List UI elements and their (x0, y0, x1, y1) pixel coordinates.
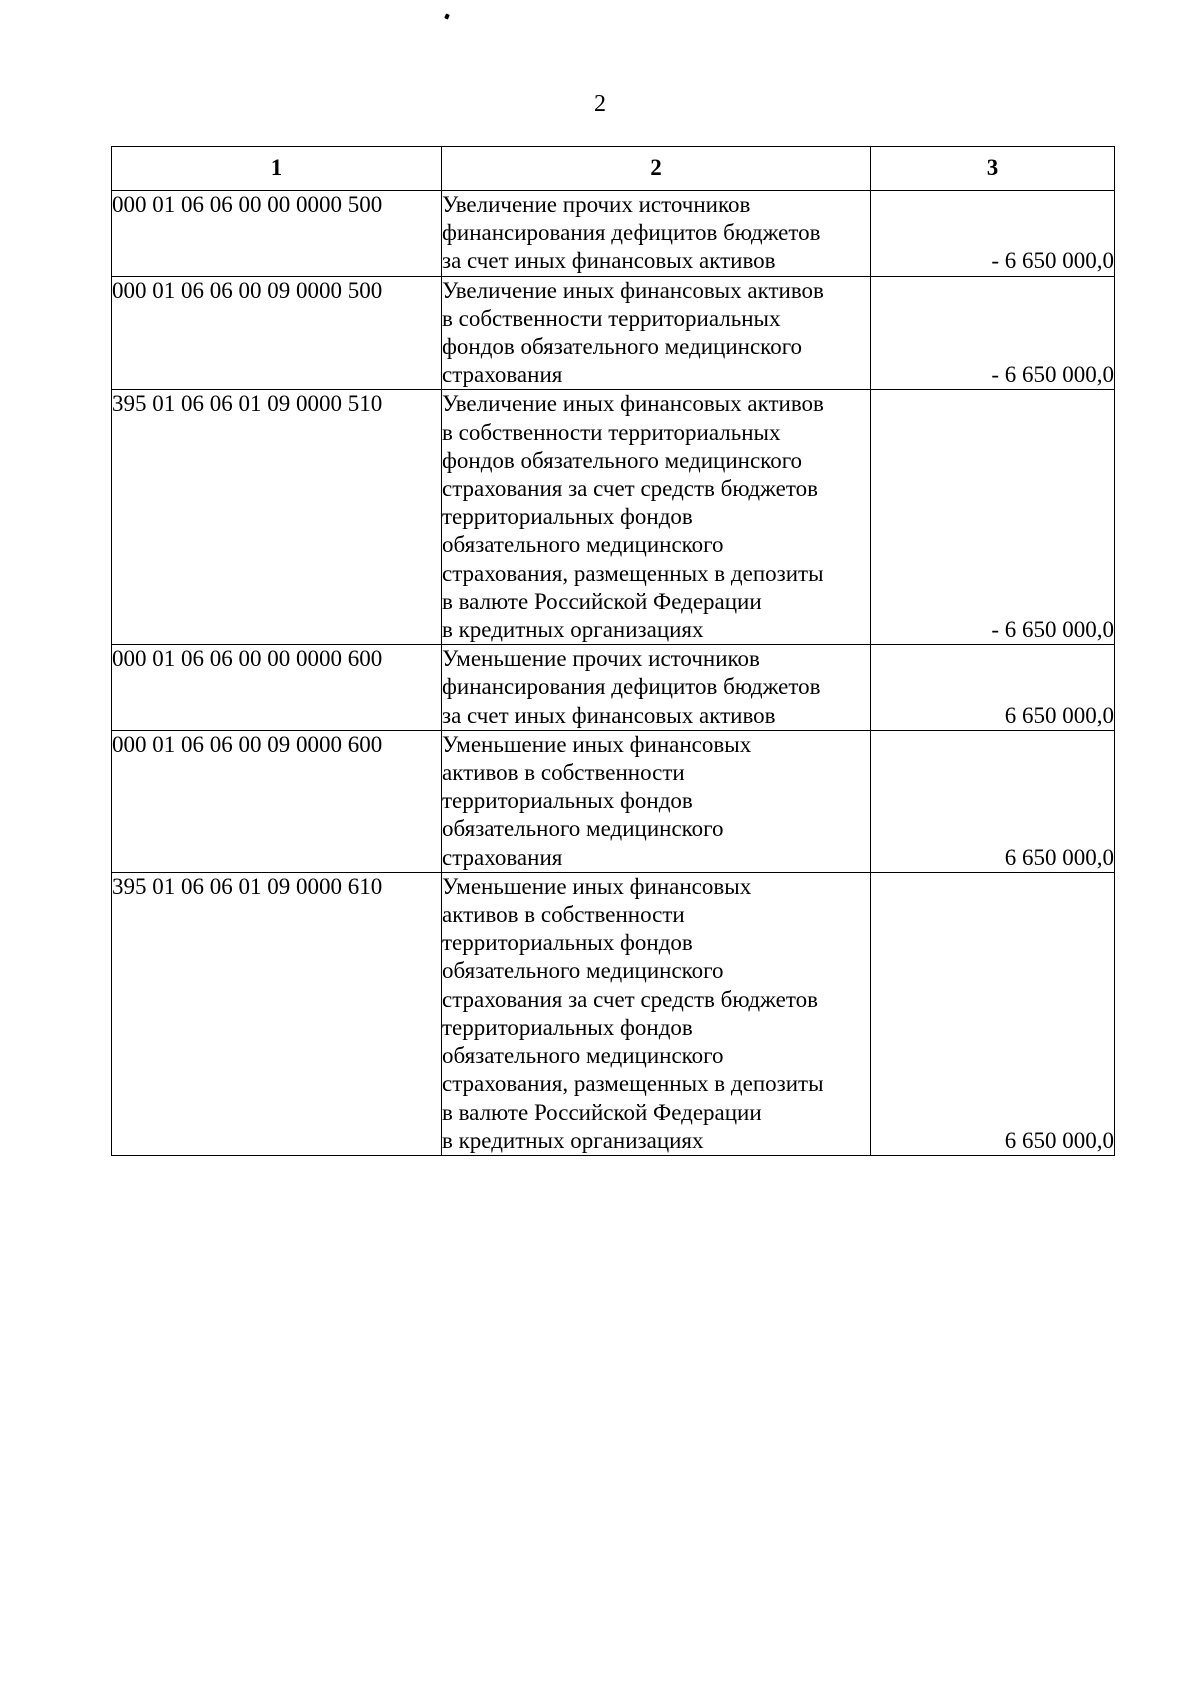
budget-code-cell: 000 01 06 06 00 00 0000 500 (112, 191, 442, 277)
description-line: фондов обязательного медицинского (442, 447, 803, 473)
description-line: Увеличение иных финансовых активов (442, 277, 824, 303)
description-line: финансирования дефицитов бюджетов (442, 220, 821, 246)
description-line: обязательного медицинского (442, 816, 724, 842)
description-line: обязательного медицинского (442, 958, 724, 984)
description-line: в валюте Российской Федерации (442, 1099, 762, 1125)
description-cell (442, 872, 871, 1155)
description-line: обязательного медицинского (442, 1043, 724, 1069)
description-line: в собственности территориальных (442, 419, 781, 445)
description-line: территориальных фондов (442, 930, 693, 956)
description-cell (442, 645, 871, 731)
description-line: за счет иных финансовых активов (442, 248, 776, 274)
description-line: за счет иных финансовых активов (442, 702, 776, 728)
amount-cell: - 6 650 000,0 (871, 276, 1115, 390)
column-header-3: 3 (871, 147, 1115, 191)
description-cell (442, 390, 871, 645)
amount-cell: 6 650 000,0 (871, 730, 1115, 872)
budget-code-cell: 000 01 06 06 00 00 0000 600 (112, 645, 442, 731)
description-line: активов в собственности (442, 902, 685, 928)
description-line: в валюте Российской Федерации (442, 588, 762, 614)
budget-code-cell: 395 01 06 06 01 09 0000 510 (112, 390, 442, 645)
description-line: страхования (442, 362, 563, 388)
scan-speck (444, 13, 450, 19)
description-line: страхования, размещенных в депозиты (442, 1071, 824, 1097)
description-cell (442, 276, 871, 390)
description-line: территориальных фондов (442, 788, 693, 814)
description-line: в кредитных организациях (442, 617, 704, 643)
budget-code-cell: 000 01 06 06 00 09 0000 600 (112, 730, 442, 872)
description-line: финансирования дефицитов бюджетов (442, 674, 821, 700)
description-line: страхования, размещенных в депозиты (442, 560, 824, 586)
description-line: в собственности территориальных (442, 305, 781, 331)
description-line: обязательного медицинского (442, 532, 724, 558)
description-cell (442, 730, 871, 872)
description-line: Уменьшение иных финансовых (442, 873, 752, 899)
description-line: страхования за счет средств бюджетов (442, 986, 818, 1012)
budget-code-cell: 395 01 06 06 01 09 0000 610 (112, 872, 442, 1155)
amount-cell: - 6 650 000,0 (871, 191, 1115, 277)
column-header-2: 2 (442, 147, 871, 191)
table-row (112, 872, 1115, 1155)
amount-cell: - 6 650 000,0 (871, 390, 1115, 645)
column-header-1: 1 (112, 147, 442, 191)
budget-code-cell: 000 01 06 06 00 09 0000 500 (112, 276, 442, 390)
sources-table (111, 146, 1115, 1156)
table-row (112, 191, 1115, 277)
description-line: фондов обязательного медицинского (442, 334, 803, 360)
description-line: территориальных фондов (442, 1014, 693, 1040)
table-body (112, 191, 1115, 1156)
table-row (112, 730, 1115, 872)
description-line: Увеличение иных финансовых активов (442, 391, 824, 417)
amount-cell: 6 650 000,0 (871, 872, 1115, 1155)
description-line: страхования за счет средств бюджетов (442, 476, 818, 502)
amount-cell: 6 650 000,0 (871, 645, 1115, 731)
table-row (112, 645, 1115, 731)
description-line: Увеличение прочих источников (442, 192, 751, 217)
description-line: активов в собственности (442, 760, 685, 786)
table-header (112, 147, 1115, 191)
description-line: Уменьшение прочих источников (442, 646, 760, 672)
page-number: 2 (594, 91, 606, 117)
table-row (112, 390, 1115, 645)
description-cell (442, 191, 871, 277)
description-line: территориальных фондов (442, 504, 693, 530)
description-line: в кредитных организациях (442, 1127, 704, 1153)
description-line: Уменьшение иных финансовых (442, 731, 752, 757)
table-row (112, 276, 1115, 390)
header-row (112, 147, 1115, 191)
description-line: страхования (442, 844, 563, 870)
